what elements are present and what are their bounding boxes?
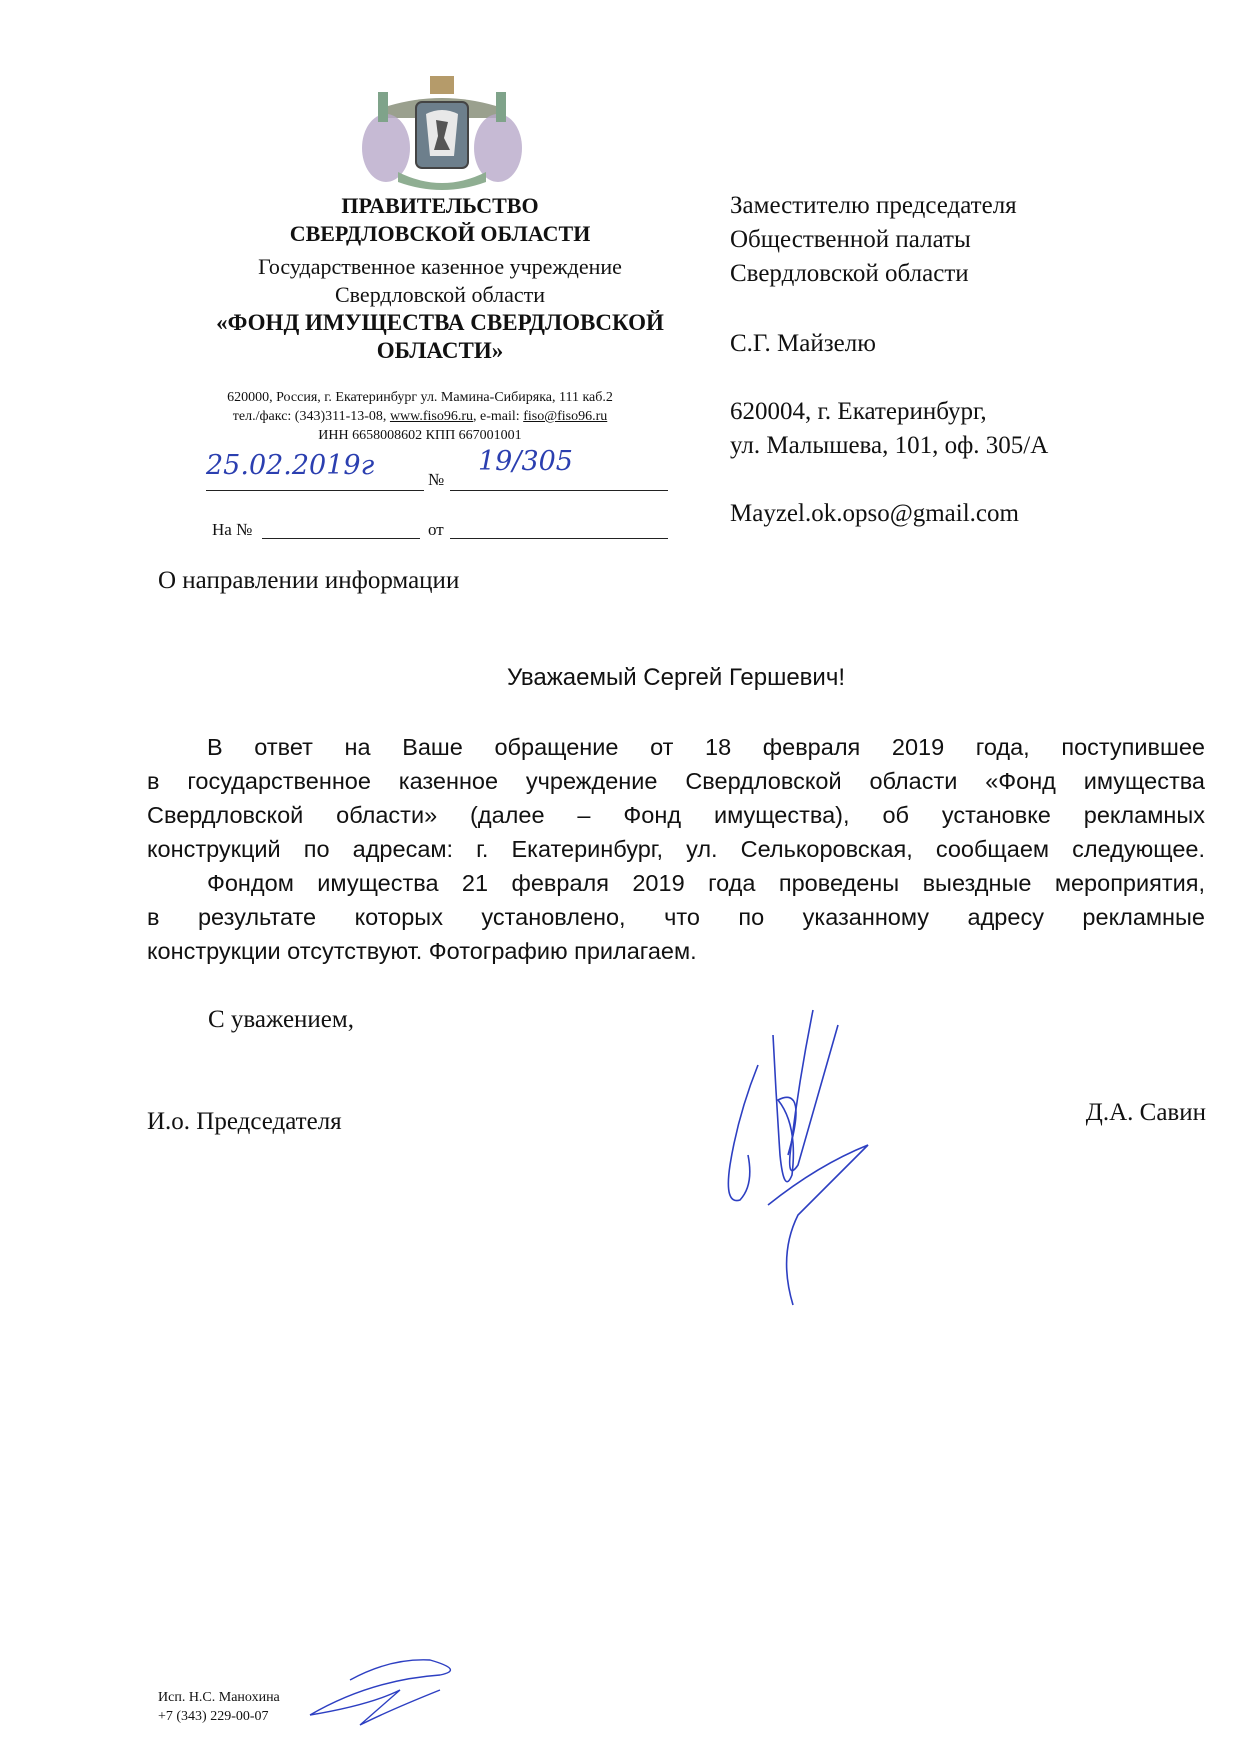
recipient-address	[730, 395, 1048, 463]
signer-name: Д.А. Савин	[1085, 1099, 1206, 1126]
closing: С уважением,	[208, 1006, 354, 1033]
paragraph-2-line: конструкции отсутствуют. Фотографию прилагаем.	[147, 938, 697, 964]
recipient-address-2: ул. Малышева, 101, оф. 305/А	[730, 432, 1049, 459]
recipient-name: С.Г. Майзелю	[730, 330, 876, 357]
ref-date-label: от	[428, 520, 444, 539]
sender-phone: тел./факс: (343)311-13-08,	[232, 409, 390, 424]
ref-number-label: На №	[212, 520, 253, 539]
fund-line-2: ОБЛАСТИ»	[376, 338, 504, 363]
executor-phone: +7 (343) 229-00-07	[158, 1709, 269, 1724]
recipient-line-3: Свердловской области	[730, 260, 969, 287]
website-link[interactable]: www.fiso96.ru	[389, 409, 474, 424]
signer-title: И.о. Председателя	[147, 1108, 342, 1135]
date-field	[206, 450, 424, 491]
sender-address: 620000, Россия, г. Екатеринбург ул. Мамина-Сибиряка, 111 каб.2	[227, 390, 613, 405]
inst-line-2: Свердловской области	[335, 282, 545, 307]
recipient-line-2: Общественной палаты	[730, 226, 971, 253]
recipient-line-1: Заместителю председателя	[730, 192, 1017, 219]
paragraph-2-line: Фондом имущества 21 февраля 2019 года проведены выездные мероприятия,	[207, 870, 1205, 896]
date-handwritten: 25.02.2019г	[206, 450, 375, 481]
inn-kpp: ИНН 6658008602 КПП 667001001	[318, 428, 522, 443]
sender-contacts	[160, 388, 680, 445]
inst-line-1: Государственное казенное учреждение	[258, 254, 622, 279]
fund-line-1: «ФОНД ИМУЩЕСТВА СВЕРДЛОВСКОЙ	[216, 310, 664, 335]
paragraph-2-line: в результате которых установлено, что по указанному адресу рекламные	[147, 904, 1205, 930]
ref-number-field	[262, 516, 420, 539]
recipient-block	[730, 189, 1017, 291]
government-title	[160, 192, 720, 248]
recipient-email[interactable]: Mayzel.ok.opso@gmail.com	[730, 500, 1019, 527]
email-label: , e-mail:	[473, 409, 524, 424]
letter-subject: О направлении информации	[158, 567, 460, 594]
executor-signature	[290, 1650, 460, 1735]
recipient-address-1: 620004, г. Екатеринбург,	[730, 398, 987, 425]
gov-line-2: СВЕРДЛОВСКОЙ ОБЛАСТИ	[289, 221, 591, 246]
gov-line-1: ПРАВИТЕЛЬСТВО	[341, 193, 539, 218]
fund-name	[160, 309, 720, 365]
number-field	[450, 446, 668, 491]
number-handwritten: 19/305	[478, 446, 573, 477]
coat-of-arms-emblem	[358, 76, 526, 190]
executor-name: Исп. Н.С. Манохина	[158, 1690, 280, 1705]
paragraph-1-line: В ответ на Ваше обращение от 18 февраля 2019 года, поступившее	[207, 734, 1205, 760]
institution-name	[160, 253, 720, 309]
email-link[interactable]: fiso@fiso96.ru	[523, 409, 608, 424]
number-label: №	[428, 470, 445, 489]
ref-date-field	[450, 516, 668, 539]
executor-info	[158, 1688, 280, 1726]
paragraph-1-line: Свердловской области» (далее – Фонд имущества), об установке рекламных	[147, 802, 1205, 828]
signature	[718, 1005, 878, 1315]
greeting: Уважаемый Сергей Гершевич!	[507, 664, 845, 691]
paragraph-1-line: в государственное казенное учреждение Свердловской области «Фонд имущества	[147, 768, 1205, 794]
paragraph-1-line: конструкций по адресам: г. Екатеринбург, ул. Селькоровская, сообщаем следующее.	[147, 836, 1205, 862]
